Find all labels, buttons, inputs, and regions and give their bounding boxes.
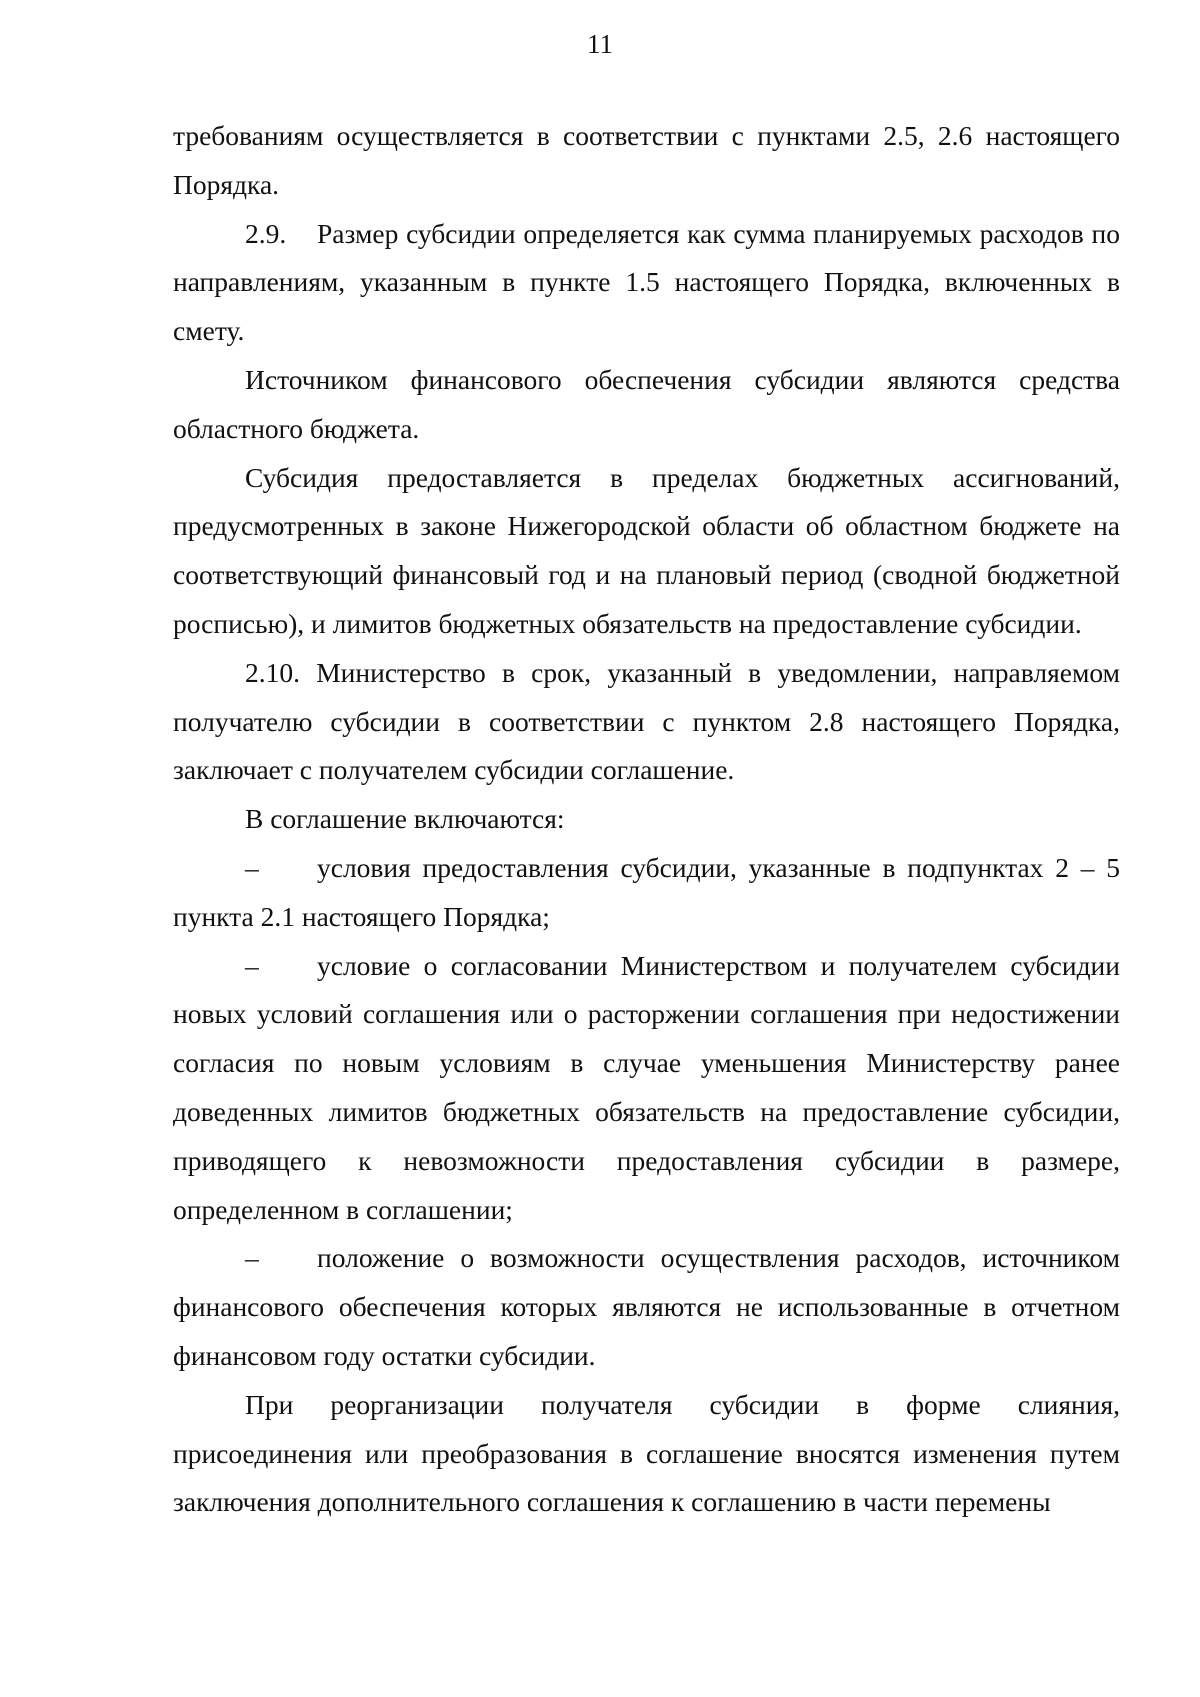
- paragraph-2-10: 2.10. Министерство в срок, указанный в уведомлении, направляемом получателю субсидии в соответствии с пунктом 2.8 настоящего Порядка, заключает с получателем субсидии соглашение.: [173, 656, 1120, 786]
- dash-mark: –: [245, 1242, 259, 1274]
- paragraph-funding-source: Источником финансового обеспечения субсидии являются средства областного бюджета.: [173, 363, 1120, 444]
- paragraph-2-9-text: Размер субсидии определяется как сумма планируемых расходов по направлениям, указанным в пункте 1.5 настоящего Порядка, включенных в смету.: [173, 217, 1120, 347]
- list-item-agreement-terms-text: условие о согласовании Министерством и получателем субсидии новых условий соглашения или о расторжении соглашения при недостижении согласия по новым условиям в случае уменьшения Министерству ранее доведенных лимитов бюджетных обязательств на предоставление субсидии, приводящего к невозможности предоставления субсидии в размере, определенном в соглашении;: [173, 949, 1120, 1225]
- list-item-remaining-funds: [173, 1234, 1120, 1380]
- dash-mark: –: [245, 949, 259, 981]
- paragraph-agreement-includes: В соглашение включаются:: [245, 803, 565, 835]
- paragraph-reorganization: При реорганизации получателя субсидии в форме слияния, присоединения или преобразования в соглашение вносятся изменения путем заключения дополнительного соглашения к соглашению в части перемены: [173, 1388, 1120, 1518]
- paragraph-1: требованиям осуществляется в соответствии с пунктами 2.5, 2.6 настоящего Порядка.: [173, 120, 1120, 200]
- dash-mark: –: [245, 851, 259, 883]
- page-number: 11: [587, 29, 613, 59]
- paragraph-2-9: [173, 210, 1120, 356]
- document-body: [173, 112, 1120, 1527]
- list-item-conditions: [173, 844, 1120, 942]
- list-item-agreement-terms: [173, 942, 1120, 1235]
- clause-number: 2.9.: [245, 217, 287, 249]
- list-item-conditions-text: условия предоставления субсидии, указанные в подпунктах 2 – 5 пункта 2.1 настоящего Порядка;: [173, 851, 1120, 932]
- list-item-remaining-funds-text: положение о возможности осуществления расходов, источником финансового обеспечения которых являются не использованные в отчетном финансовом году остатки субсидии.: [173, 1242, 1120, 1371]
- paragraph-subsidy-limits: Субсидия предоставляется в пределах бюджетных ассигнований, предусмотренных в законе Нижегородской области об областном бюджете на соответствующий финансовый год и на плановый период (сводной бюджетной росписью), и лимитов бюджетных обязательств на предоставление субсидии.: [173, 461, 1120, 639]
